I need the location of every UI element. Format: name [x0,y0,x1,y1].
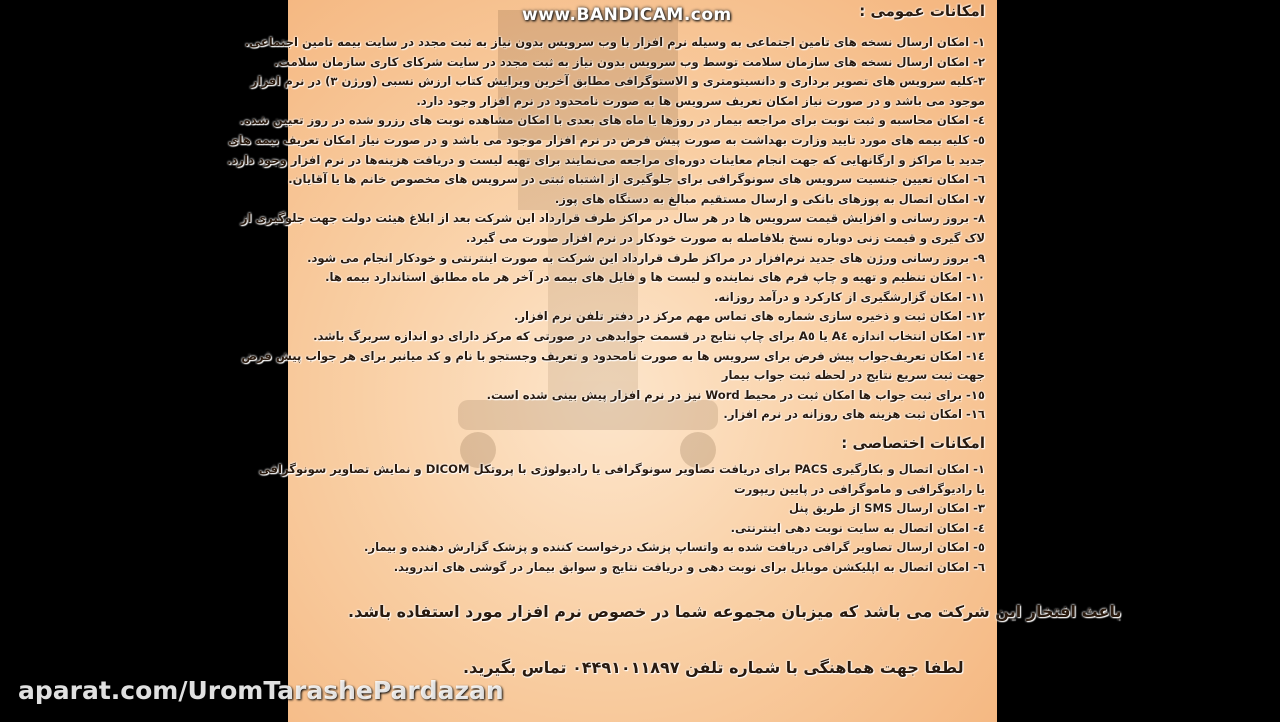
general-feature-line: ۱٥- برای ثبت جواب ها امکان ثبت در محیط Word نیز در نرم افزار پیش بینی شده است. [486,387,985,402]
special-feature-line: ۱- امکان اتصال و بکارگیری PACS برای دریافت تصاویر سونوگرافی یا رادیولوژی با پروتکل DICOM و نمایش تصاویر سونوگرافی [258,462,985,476]
special-feature-line: یا رادیوگرافی و ماموگرافی در پایین ریپورت [733,481,985,496]
special-heading: امکانات اختصاصی : [841,434,985,452]
special-feature-line: ٦- امکان اتصال به اپلیکشن موبایل برای نوبت دهی و دریافت نتایج و سوابق بیمار در گوشی های اندروید. [393,560,985,574]
general-feature-line: ۱۲- امکان ثبت و ذخیره سازی شماره های تماس مهم مرکز در دفتر تلفن نرم افزار. [513,309,985,324]
special-feature-line: ٥- امکان ارسال تصاویر گرافی دریافت شده به واتساپ پزشک درخواست کننده و پزشک گزارش دهنده و بیمار. [363,540,985,555]
general-feature-line: ۱۰- امکان تنظیم و تهیه و چاپ فرم های نماینده و لیست ها و فایل های بیمه در آخر هر ماه مطابق استاندارد بیمه ها. [325,270,985,285]
general-feature-line: ۲- امکان ارسال نسخه های سازمان سلامت توسط وب سرویس بدون نیاز به ثبت مجدد در سایت شرکای کاری سازمان سلامت. [274,54,985,69]
general-feature-line: ٤- امکان محاسبه و ثبت نوبت برای مراجعه بیمار در روزها یا ماه های بعدی با امکان مشاهده نوبت های رزرو شده در روز تعیین شده. [239,113,985,128]
general-feature-line: جهت ثبت سریع نتایج در لحظه ثبت جواب بیمار [721,368,985,383]
general-feature-line: جدید یا مراکز و ارگانهایی که جهت انجام معاینات دوره‌ای مراجعه می‌نمایند برای تهیه لیست و دریافت هزینه‌ها در نرم افزار وجود دارد. [227,152,985,167]
pride-statement: باعث افتخار این شرکت می باشد که میزبان مجموعه شما در خصوص نرم افزار مورد استفاده باشد. [348,602,1122,621]
general-feature-line: ۷- امکان اتصال به پوزهای بانکی و ارسال مستقیم مبالغ به دستگاه های پوز. [554,191,985,206]
general-feature-line: ٦- امکان تعیین جنسیت سرویس های سونوگرافی برای جلوگیری از اشتباه ثبتی در سرویس های مخصوص خانم ها یا آقایان. [288,172,985,187]
general-feature-line: ٥- کلیه بیمه های مورد تایید وزارت بهداشت به صورت پیش فرض در نرم افزار موجود می باشد و در صورت نیاز امکان تعریف بیمه های [228,133,985,147]
general-feature-line: ۸- بروز رسانی و افزایش قیمت سرویس ها در هر سال در مراکز طرف قرارداد این شرکت بعد از ابلاغ هیئت دولت جهت جلوگیری از [240,211,985,226]
general-feature-line: ۱۱- امکان گزارشگیری از کارکرد و درآمد روزانه. [713,289,985,304]
special-feature-line: ٤- امکان اتصال به سایت نوبت دهی اینترنتی. [730,520,985,535]
general-feature-line: ۱٦- امکان ثبت هزینه های روزانه در نرم افزار. [723,407,985,422]
general-feature-line: موجود می باشد و در صورت نیاز امکان تعریف سرویس ها به صورت نامحدود در نرم افزار وجود دارد. [416,93,985,108]
general-feature-line: ۹- بروز رسانی ورژن های جدید نرم‌افزار در مراکز طرف قرارداد این شرکت به صورت اینترنتی و خودکار انجام می شود. [307,250,985,265]
contact-statement: لطفا جهت هماهنگی با شماره تلفن ۰۴۴۹۱۰۱۱۸۹۷ تماس بگیرید. [463,658,964,677]
aparat-channel-watermark: aparat.com/UromTarashePardazan [18,676,504,705]
general-heading: امکانات عمومی : [859,2,985,20]
general-feature-line: ۱۳- امکان انتخاب اندازه A٤ یا A٥ برای چاپ نتایج در قسمت جوابدهی در صورتی که مرکز دارای دو اندازه سربرگ باشد. [313,329,985,343]
general-feature-line: لاک گیری و قیمت زنی دوباره نسخ بلافاصله به صورت خودکار در نرم افزار صورت می گیرد. [465,231,985,245]
general-feature-line: ۱- امکان ارسال نسخه های تامین اجتماعی به وسیله نرم افزار با وب سرویس بدون نیاز به ثبت مجدد در سایت بیمه تامین اجتماعی. [244,35,985,49]
general-feature-line: ۱٤- امکان تعریف‌جواب پیش فرض برای سرویس ها به صورت نامحدود و تعریف وجستجو با نام و کد میانبر برای هر جواب پیش فرض [241,348,985,363]
special-feature-line: ۳- امکان ارسال SMS از طریق پنل [789,501,985,516]
general-feature-line: ۳-کلیه سرویس های تصویر برداری و دانسیتومتری و الاستوگرافی مطابق آخرین ویرایش کتاب ارزش نسبی (ورژن ۳) در نرم افزار [250,74,985,89]
bandicam-watermark: www.BANDICAM.com [522,5,732,25]
